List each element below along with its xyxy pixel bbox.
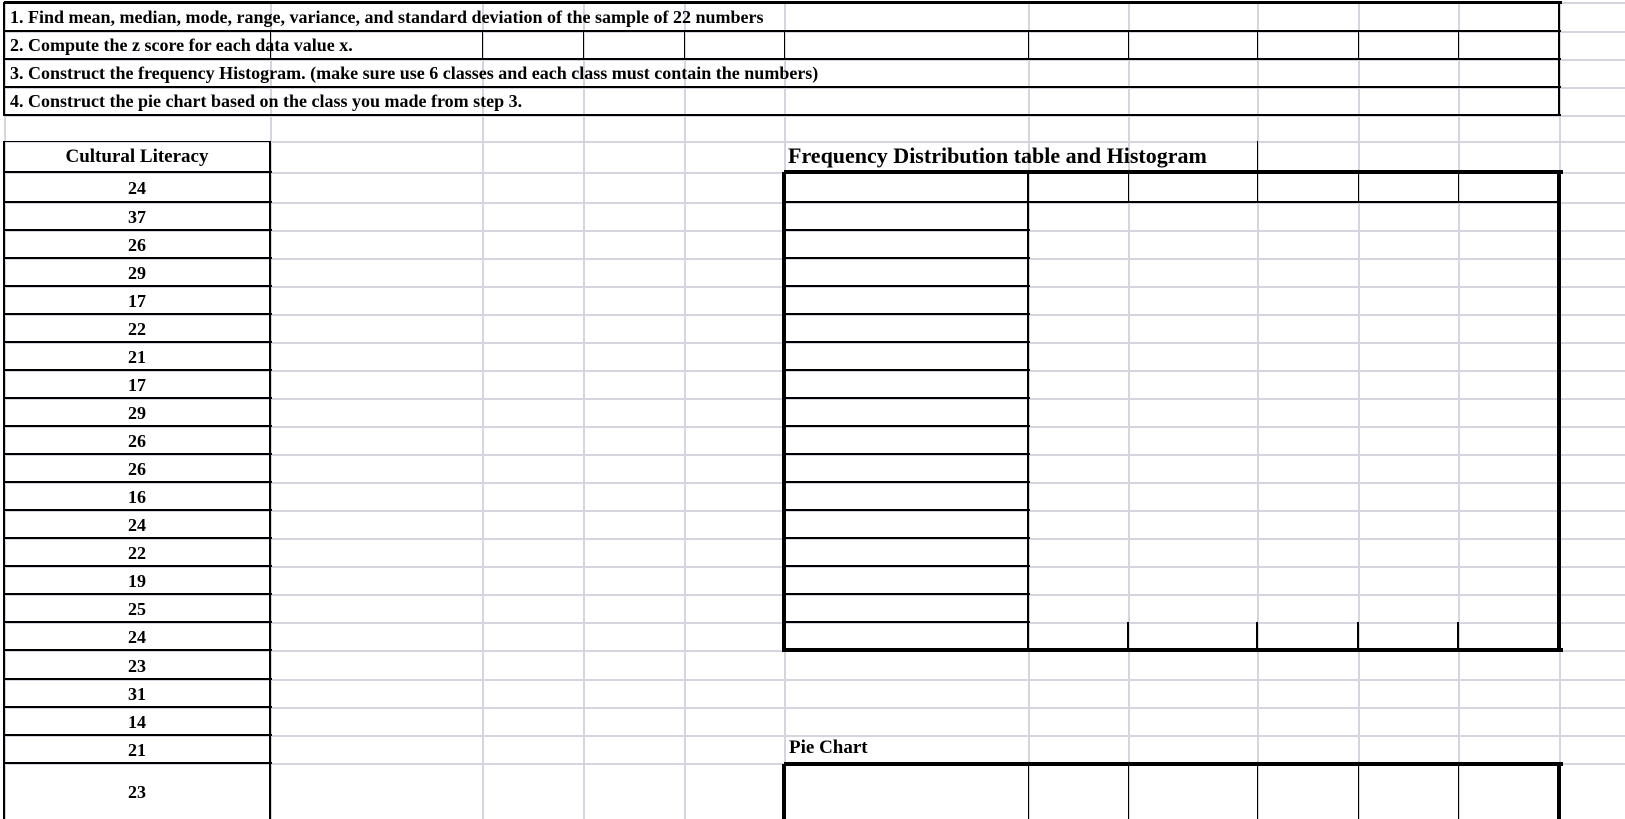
cell-border <box>1558 2 1560 116</box>
cell-border <box>4 593 272 595</box>
cell-border <box>1257 172 1258 202</box>
cell-border <box>4 30 1561 32</box>
cell-border <box>1358 764 1359 819</box>
cell-border <box>1257 764 1258 819</box>
cell-border <box>1028 764 1029 819</box>
cultural-literacy-value[interactable]: 25 <box>128 599 146 619</box>
cultural-literacy-value[interactable]: 23 <box>128 782 146 802</box>
cell-border <box>4 762 272 764</box>
cultural-literacy-value[interactable]: 29 <box>128 263 146 283</box>
cell-border <box>3 2 5 116</box>
cell-border <box>784 31 785 59</box>
cultural-literacy-header[interactable]: Cultural Literacy <box>65 146 209 167</box>
cultural-literacy-value[interactable]: 24 <box>128 627 146 647</box>
cultural-literacy-value[interactable]: 22 <box>128 543 146 563</box>
cell-border <box>1557 172 1561 652</box>
cell-border <box>4 313 272 315</box>
cultural-literacy-value[interactable]: 37 <box>128 207 146 227</box>
cultural-literacy-value[interactable]: 26 <box>128 235 146 255</box>
cell-border <box>1457 622 1459 650</box>
cell-border <box>784 762 1563 766</box>
instruction-2[interactable]: 2. Compute the z score for each data value x. <box>10 35 353 55</box>
cell-border <box>4 481 272 483</box>
gridline <box>1458 2 1460 819</box>
cell-border <box>1257 141 1258 172</box>
cell-border <box>4 734 272 736</box>
instruction-3[interactable]: 3. Construct the frequency Histogram. (make sure use 6 classes and each class must contain the numbers) <box>10 63 819 83</box>
cell-border <box>784 537 1030 539</box>
cell-border <box>482 31 483 59</box>
cell-border <box>4 58 1561 60</box>
cell-border <box>782 764 786 819</box>
cell-border <box>4 86 1561 88</box>
cell-border <box>4 565 272 567</box>
cell-border <box>4 201 272 203</box>
cell-border <box>1458 172 1459 202</box>
cell-border <box>784 509 1030 511</box>
cultural-literacy-value[interactable]: 17 <box>128 291 146 311</box>
cell-border <box>4 229 272 231</box>
cell-border <box>1256 622 1258 650</box>
gridline <box>684 2 686 819</box>
cultural-literacy-value[interactable]: 29 <box>128 403 146 423</box>
gridline <box>482 2 484 819</box>
cell-border <box>4 621 272 623</box>
cell-border <box>784 201 1030 203</box>
cell-border <box>784 648 1563 652</box>
cell-border <box>4 397 272 399</box>
cell-border <box>1128 172 1129 202</box>
cell-border <box>4 509 272 511</box>
cultural-literacy-value[interactable]: 19 <box>128 571 146 591</box>
cell-border <box>1128 764 1129 819</box>
cell-border <box>784 593 1030 595</box>
cell-border <box>782 172 786 652</box>
cell-border <box>784 397 1030 399</box>
cell-border <box>1257 31 1258 59</box>
cell-border <box>784 453 1030 455</box>
gridline <box>583 2 585 819</box>
cell-border <box>1027 172 1029 650</box>
cell-border <box>784 621 1030 623</box>
cell-border <box>4 537 272 539</box>
cell-border <box>1458 764 1459 819</box>
cell-border <box>4 1 1562 4</box>
cell-border <box>784 257 1030 259</box>
cell-border <box>1028 201 1561 203</box>
cultural-literacy-value[interactable]: 26 <box>128 431 146 451</box>
cultural-literacy-value[interactable]: 21 <box>128 347 146 367</box>
cell-border <box>784 229 1030 231</box>
pie-chart-title[interactable]: Pie Chart <box>789 737 868 758</box>
instruction-4[interactable]: 4. Construct the pie chart based on the class you made from step 3. <box>10 91 523 111</box>
cell-border <box>4 706 272 708</box>
cell-border <box>1357 622 1359 650</box>
frequency-distribution-title[interactable]: Frequency Distribution table and Histogram <box>788 143 1207 168</box>
cell-border <box>784 565 1030 567</box>
cell-border <box>4 285 272 287</box>
cell-border <box>4 425 272 427</box>
cultural-literacy-value[interactable]: 21 <box>128 740 146 760</box>
cell-border <box>583 31 584 59</box>
cell-border <box>684 31 685 59</box>
gridline <box>1128 2 1130 819</box>
cell-border <box>4 257 272 259</box>
cell-border <box>1128 31 1129 59</box>
cell-border <box>1358 172 1359 202</box>
cell-border <box>784 170 1563 174</box>
cultural-literacy-value[interactable]: 23 <box>128 656 146 676</box>
cell-border <box>4 171 272 173</box>
cell-border <box>784 285 1030 287</box>
cell-border <box>4 141 271 142</box>
cell-border <box>784 425 1030 427</box>
cell-border <box>1458 31 1459 59</box>
gridline <box>1257 2 1259 819</box>
cell-border <box>1028 31 1029 59</box>
cell-border <box>1557 764 1561 819</box>
cell-border <box>4 453 272 455</box>
cultural-literacy-value[interactable]: 24 <box>128 178 146 198</box>
instruction-1[interactable]: 1. Find mean, median, mode, range, variance, and standard deviation of the sample of 22 numbers <box>10 7 764 27</box>
cell-border <box>4 114 1561 116</box>
cultural-literacy-value[interactable]: 14 <box>128 712 146 732</box>
cell-border <box>784 481 1030 483</box>
cultural-literacy-value[interactable]: 26 <box>128 459 146 479</box>
cell-border <box>784 313 1030 315</box>
cultural-literacy-value[interactable]: 22 <box>128 319 146 339</box>
cell-border <box>1127 622 1129 650</box>
cell-border <box>4 649 272 651</box>
cell-border <box>1358 31 1359 59</box>
cell-border <box>4 678 272 680</box>
cell-border <box>4 369 272 371</box>
cultural-literacy-value[interactable]: 31 <box>128 684 146 704</box>
gridline <box>1358 2 1360 819</box>
cell-border <box>4 341 272 343</box>
cultural-literacy-value[interactable]: 17 <box>128 375 146 395</box>
cell-border <box>784 369 1030 371</box>
cell-border <box>784 341 1030 343</box>
cultural-literacy-value[interactable]: 24 <box>128 515 146 535</box>
cultural-literacy-value[interactable]: 16 <box>128 487 146 507</box>
